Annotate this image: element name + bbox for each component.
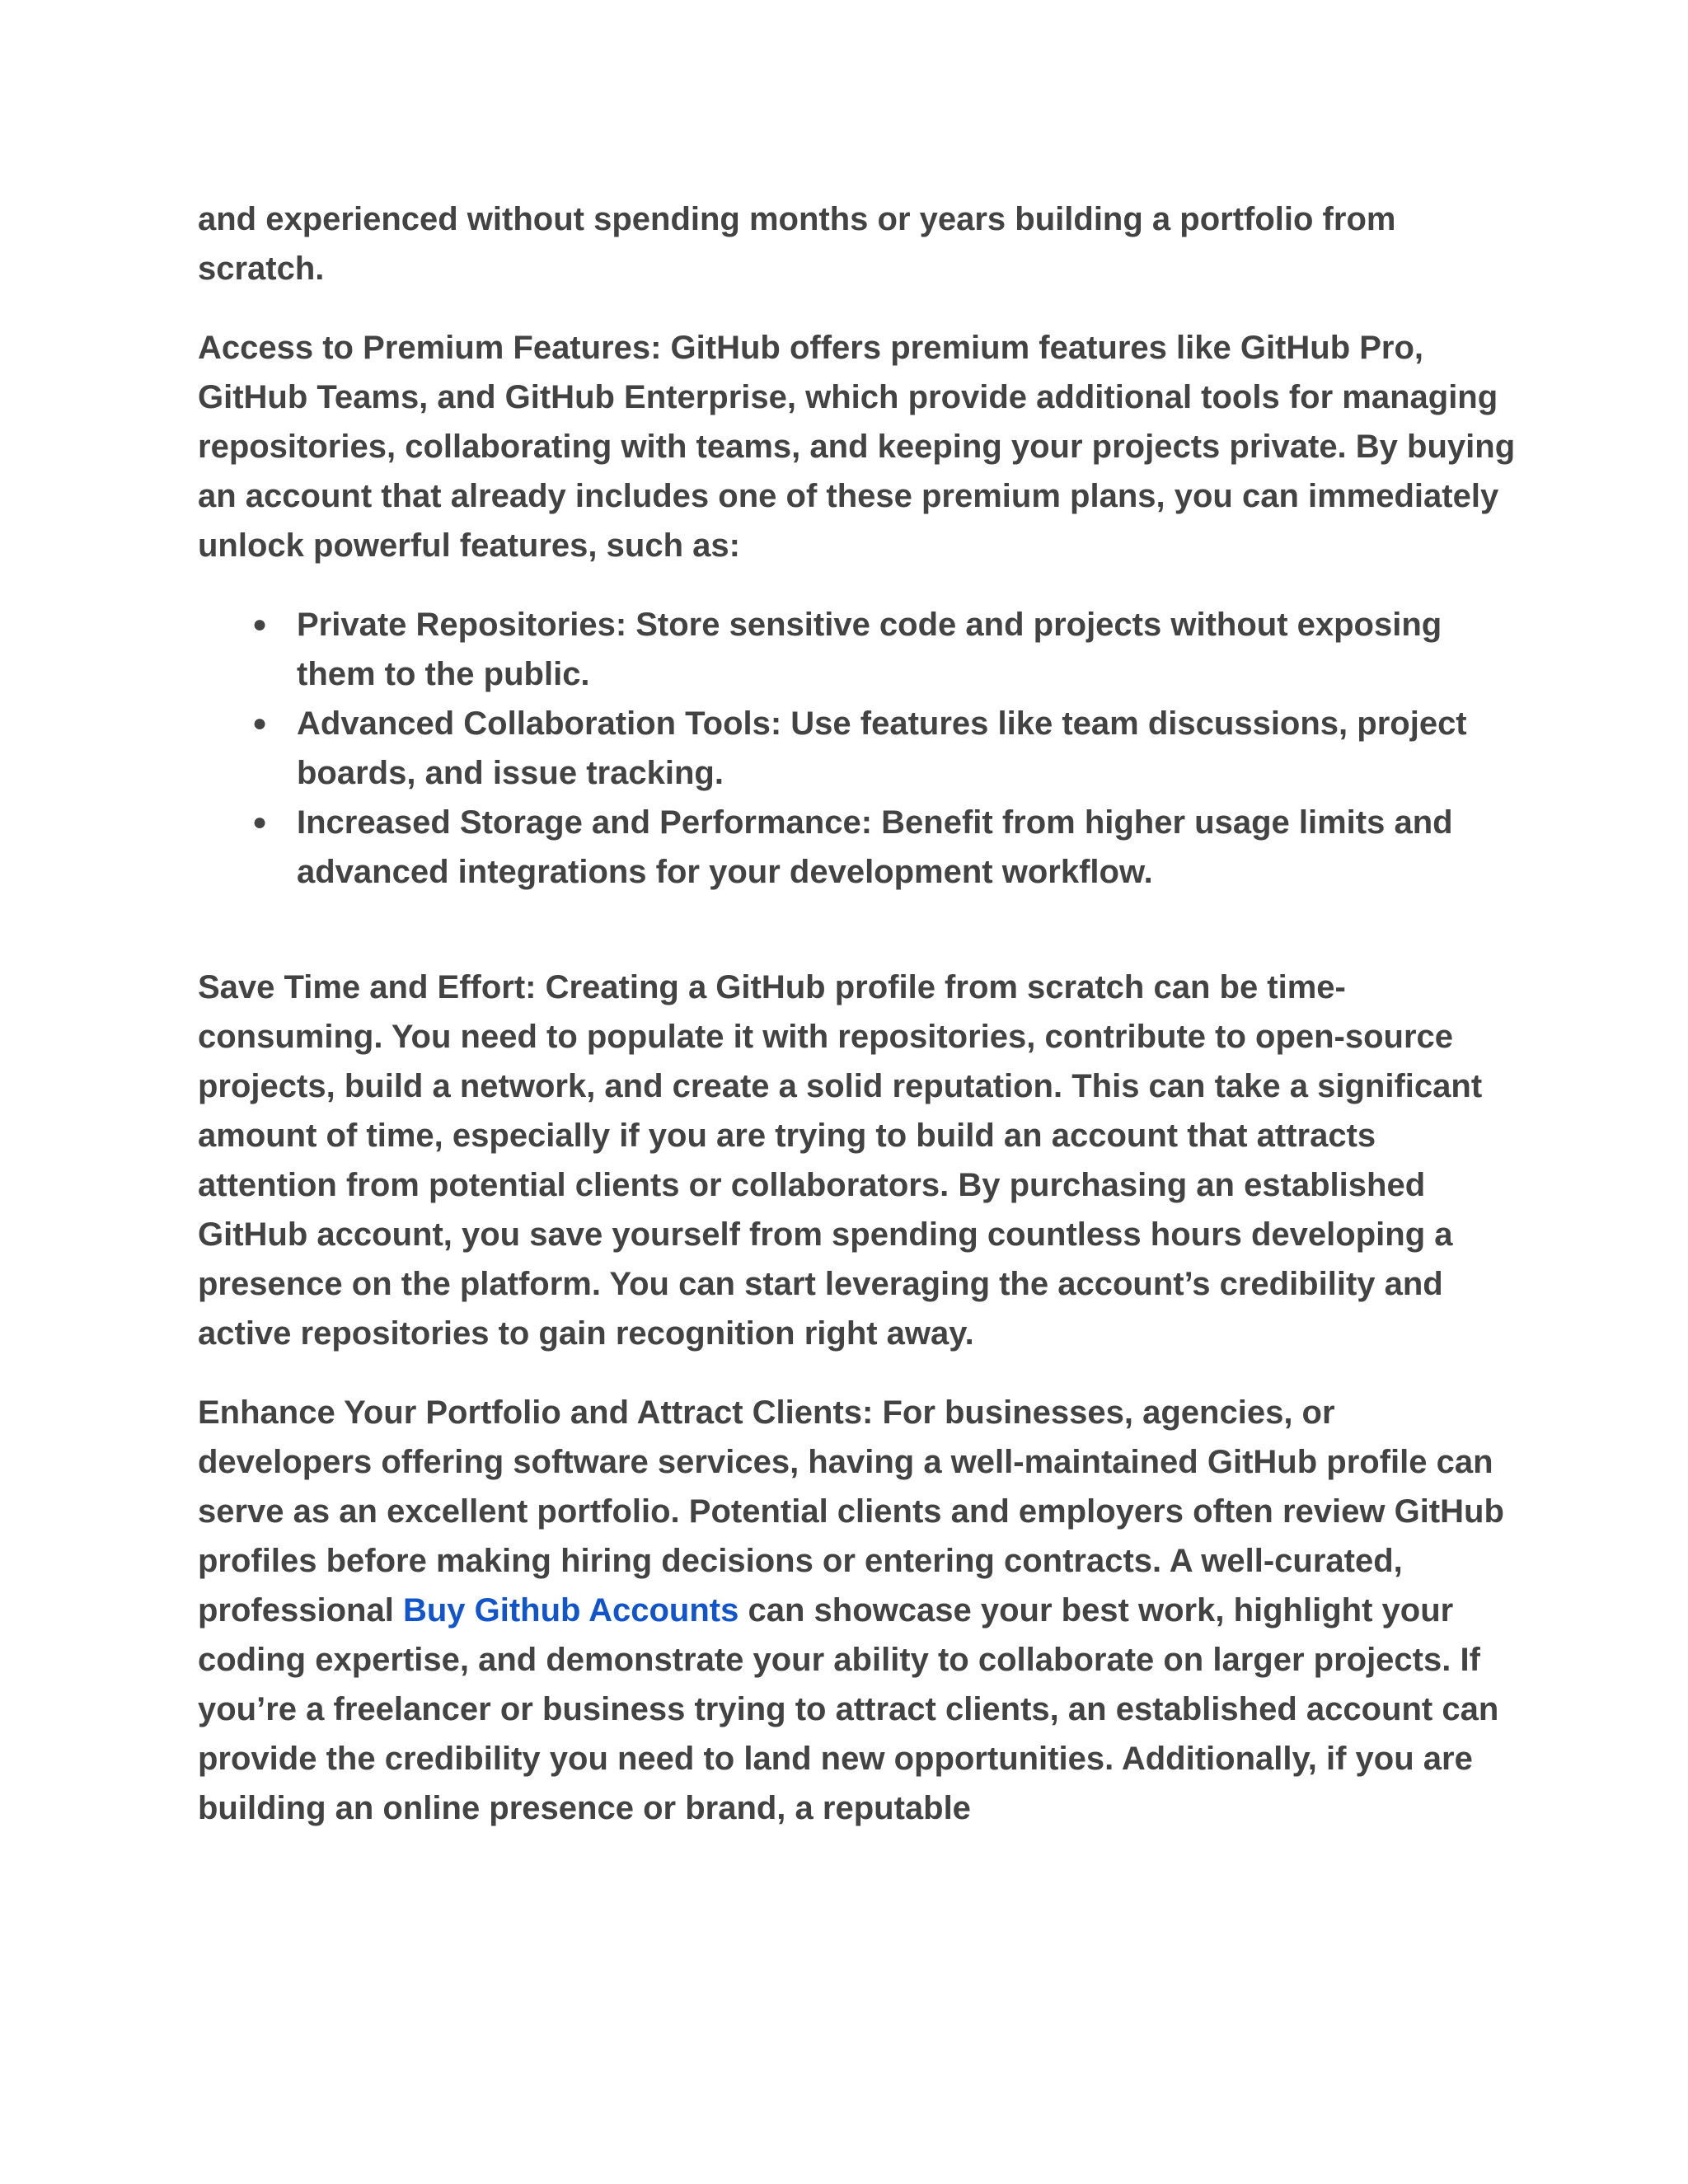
paragraph-portfolio (198, 1388, 1517, 1833)
list-item (198, 798, 1517, 897)
bullet-icon: ● (252, 808, 268, 836)
premium-features-list (198, 600, 1517, 897)
bullet-icon: ● (252, 611, 268, 638)
list-item-text: Advanced Collaboration Tools: Use features like team discussions, project boards, and issue tracking. (297, 705, 1467, 791)
bullet-icon: ● (252, 710, 268, 737)
list-item-text: Increased Storage and Performance: Benefit from higher usage limits and advanced integrations for your development workflow. (297, 804, 1453, 890)
paragraph-premium-features: Access to Premium Features: GitHub offers premium features like GitHub Pro, GitHub Teams, and GitHub Enterprise, which provide additional tools for managing repositories, collaborating with teams, and keeping your projects private. By buying an account that already includes one of these premium plans, you can immediately unlock powerful features, such as: (198, 330, 1516, 564)
buy-github-accounts-link[interactable]: Buy Github Accounts (402, 1592, 739, 1629)
paragraph-save-time: Save Time and Effort: Creating a GitHub profile from scratch can be time-consuming. You need to populate it with repositories, contribute to open-source projects, build a network, and create a solid reputation. This can take a significant amount of time, especially if you are trying to build an account that attracts attention from potential clients or collaborators. By purchasing an established GitHub account, you save yourself from spending countless hours developing a presence on the platform. You can start leveraging the account’s credibility and active repositories to gain recognition right away. (198, 969, 1483, 1352)
list-item (198, 600, 1517, 699)
paragraph-portfolio-text-end: can showcase your best work, highlight your coding expertise, and demonstrate your ability to collaborate on larger projects. If you’re a freelancer or business trying to attract clients, an established account can provide the credibility you need to land new opportunities. Additionally, if you are building an online presence or brand, a reputable (198, 1592, 1499, 1826)
list-item-text: Private Repositories: Store sensitive code and projects without exposing them to the public. (297, 607, 1442, 692)
paragraph-continuation: and experienced without spending months or years building a portfolio from scratch. (198, 201, 1396, 287)
document-body (198, 194, 1517, 1863)
list-item (198, 699, 1517, 798)
paragraph-portfolio-text-start: Enhance Your Portfolio and Attract Clients: For businesses, agencies, or developers offering software services, having a well-maintained GitHub profile can serve as an excellent portfolio. Potential clients and employers often review GitHub profiles before making hiring decisions or entering contracts. A well-curated, professional (198, 1394, 1504, 1629)
